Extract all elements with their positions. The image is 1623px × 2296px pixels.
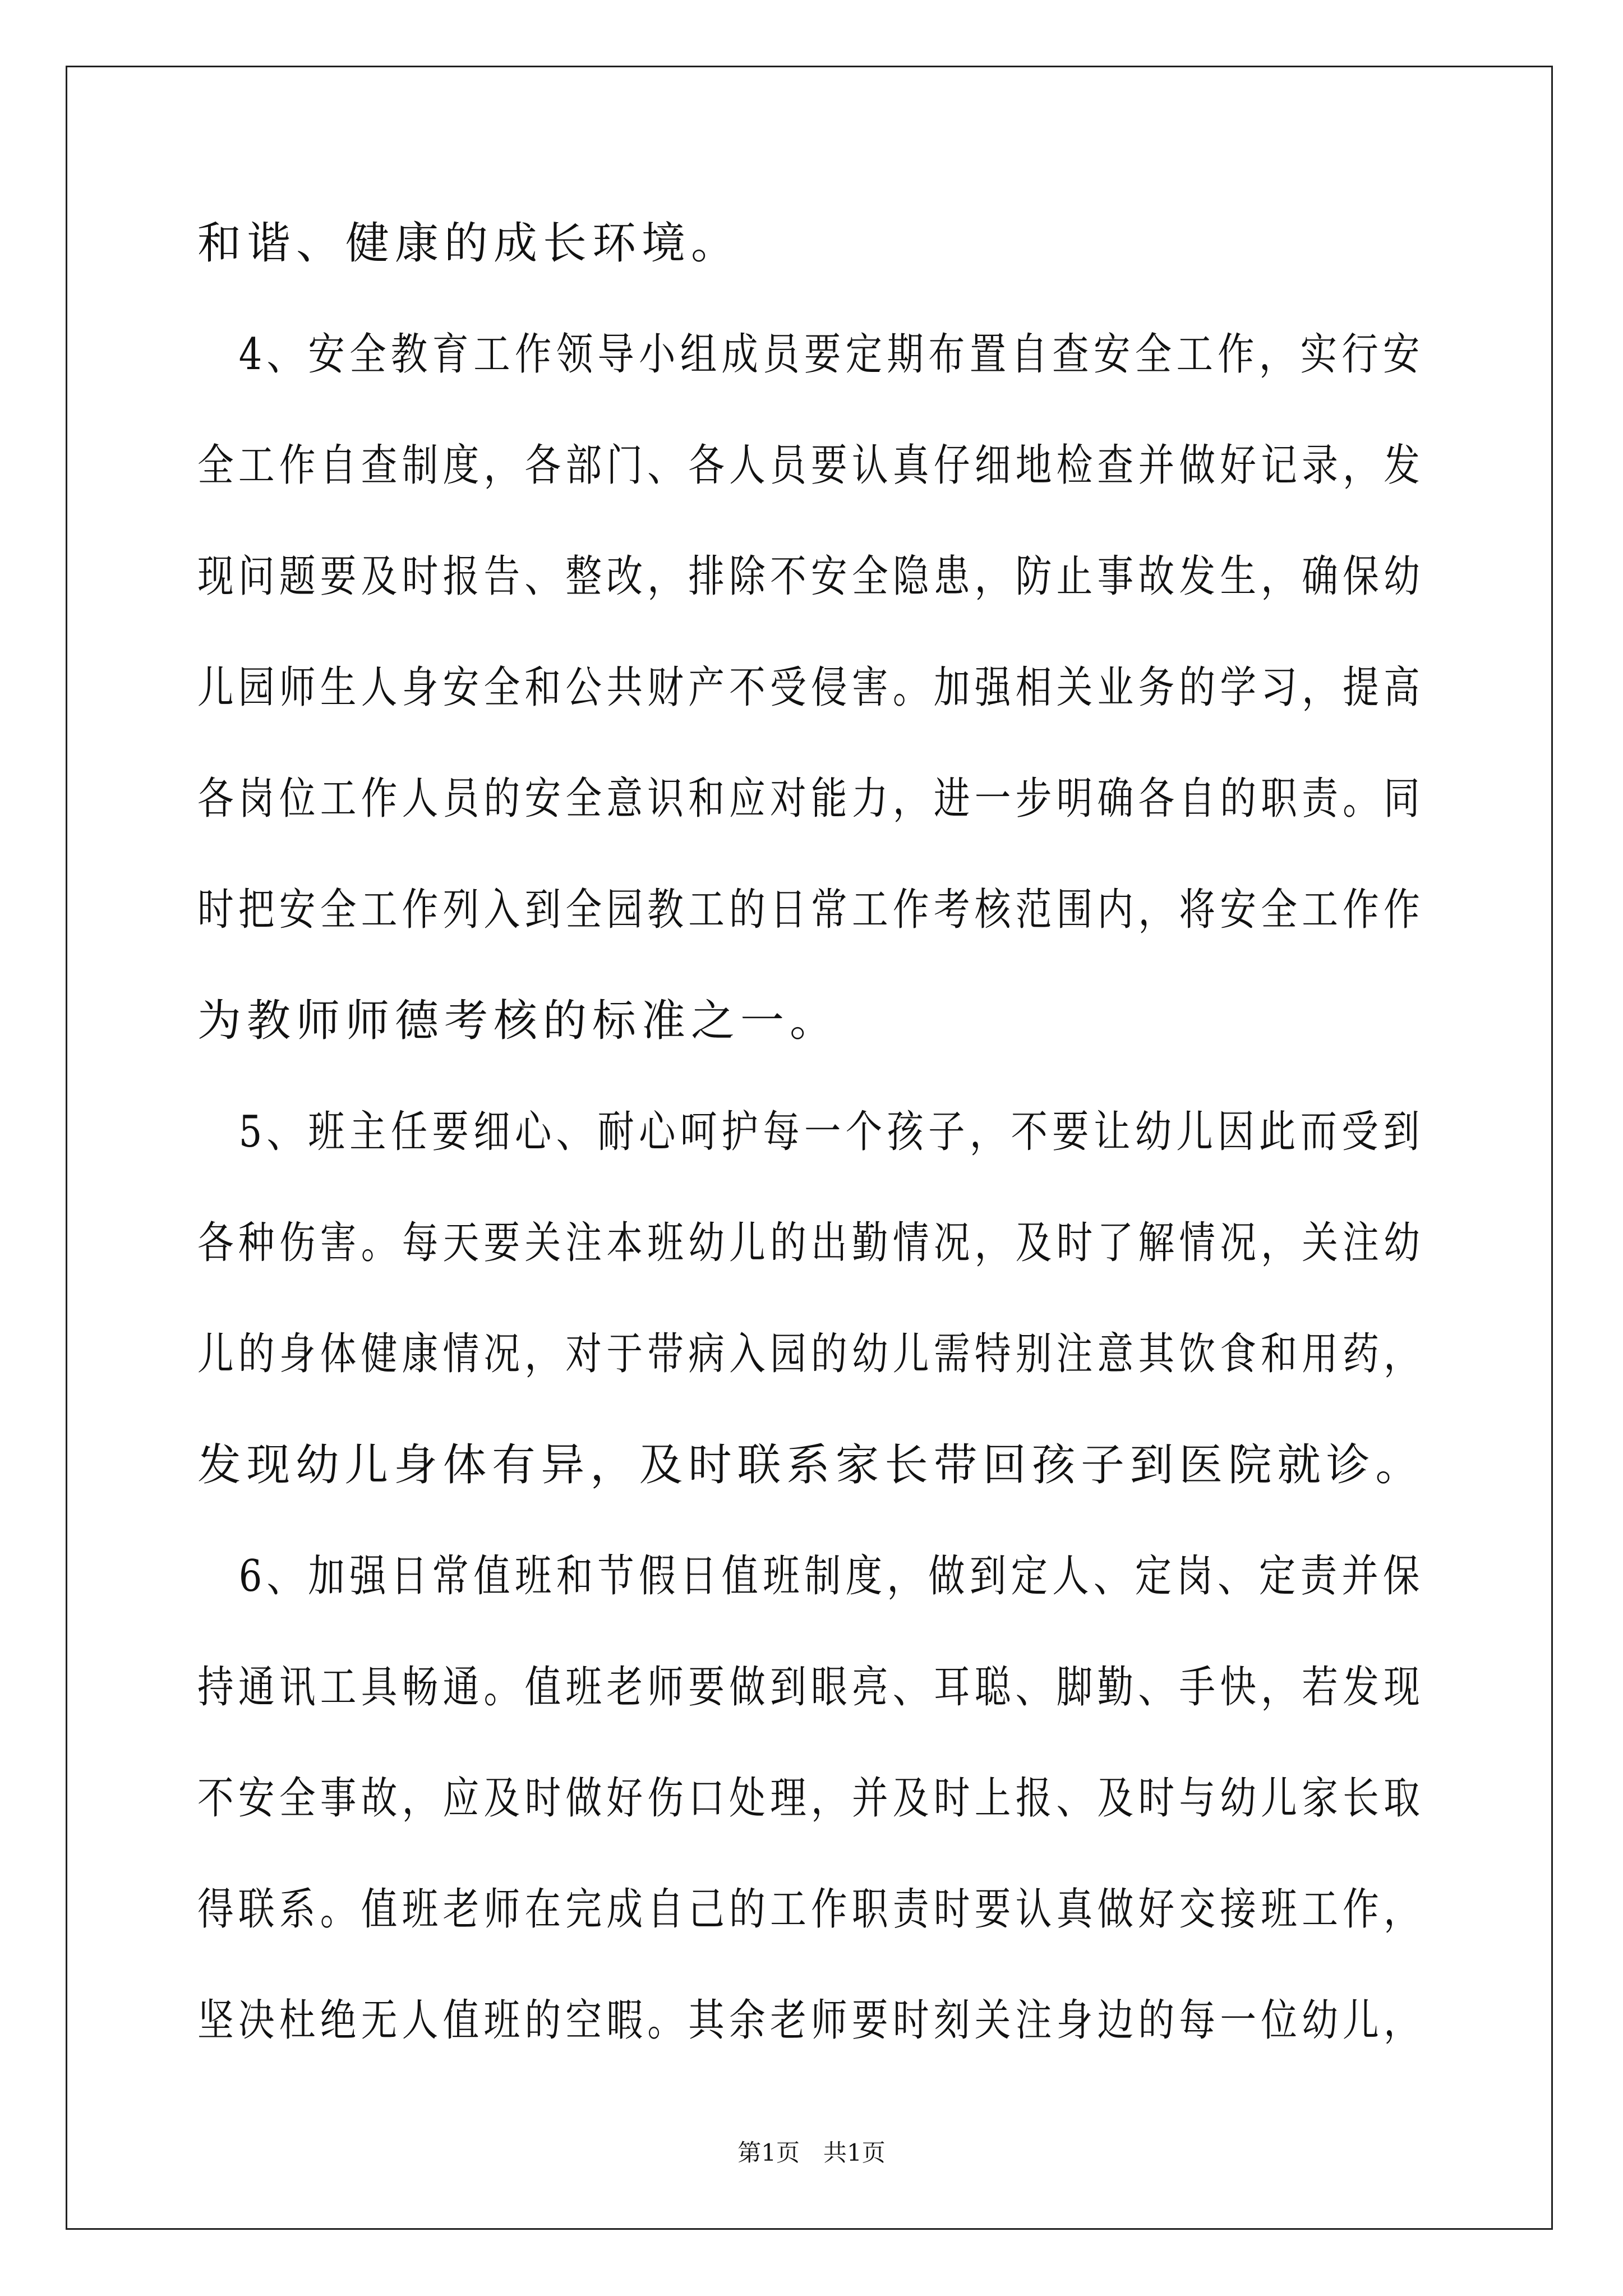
text-line: 4、安全教育工作领导小组成员要定期布置自查安全工作，实行安 (197, 329, 1424, 380)
text-line: 得联系。值班老师在完成自己的工作职责时要认真做好交接班工作， (197, 1884, 1425, 1935)
text-line: 时把安全工作列入到全园教工的日常工作考核范围内，将安全工作作 (197, 885, 1425, 935)
text-line: 不安全事故，应及时做好伤口处理，并及时上报、及时与幼儿家长取 (197, 1773, 1425, 1824)
text-line: 各种伤害。每天要关注本班幼儿的出勤情况，及时了解情况，关注幼 (197, 1218, 1425, 1268)
text-line: 为教师师德考核的标准之一。 (197, 996, 840, 1046)
text-line: 儿的身体健康情况，对于带病入园的幼儿需特别注意其饮食和用药， (197, 1329, 1425, 1379)
text-line: 现问题要及时报告、整改，排除不安全隐患，防止事故发生，确保幼 (197, 551, 1425, 602)
text-line: 全工作自查制度，各部门、各人员要认真仔细地检查并做好记录，发 (197, 440, 1425, 491)
text-line: 6、加强日常值班和节假日值班制度，做到定人、定岗、定责并保 (197, 1551, 1424, 1602)
text-line: 各岗位工作人员的安全意识和应对能力，进一步明确各自的职责。同 (197, 774, 1425, 824)
page-footer: 第1页 共1页 (737, 2139, 886, 2166)
text-line: 发现幼儿身体有异，及时联系家长带回孩子到医院就诊。 (197, 1440, 1424, 1490)
text-line: 5、班主任要细心、耐心呵护每一个孩子，不要让幼儿因此而受到 (197, 1107, 1424, 1157)
text-line: 坚决杜绝无人值班的空暇。其余老师要时刻关注身边的每一位幼儿， (197, 1995, 1425, 2046)
text-line: 和谐、健康的成长环境。 (197, 218, 741, 269)
text-line: 儿园师生人身安全和公共财产不受侵害。加强相关业务的学习，提高 (197, 662, 1425, 713)
text-line: 持通讯工具畅通。值班老师要做到眼亮、耳聪、脚勤、手快，若发现 (197, 1662, 1425, 1713)
